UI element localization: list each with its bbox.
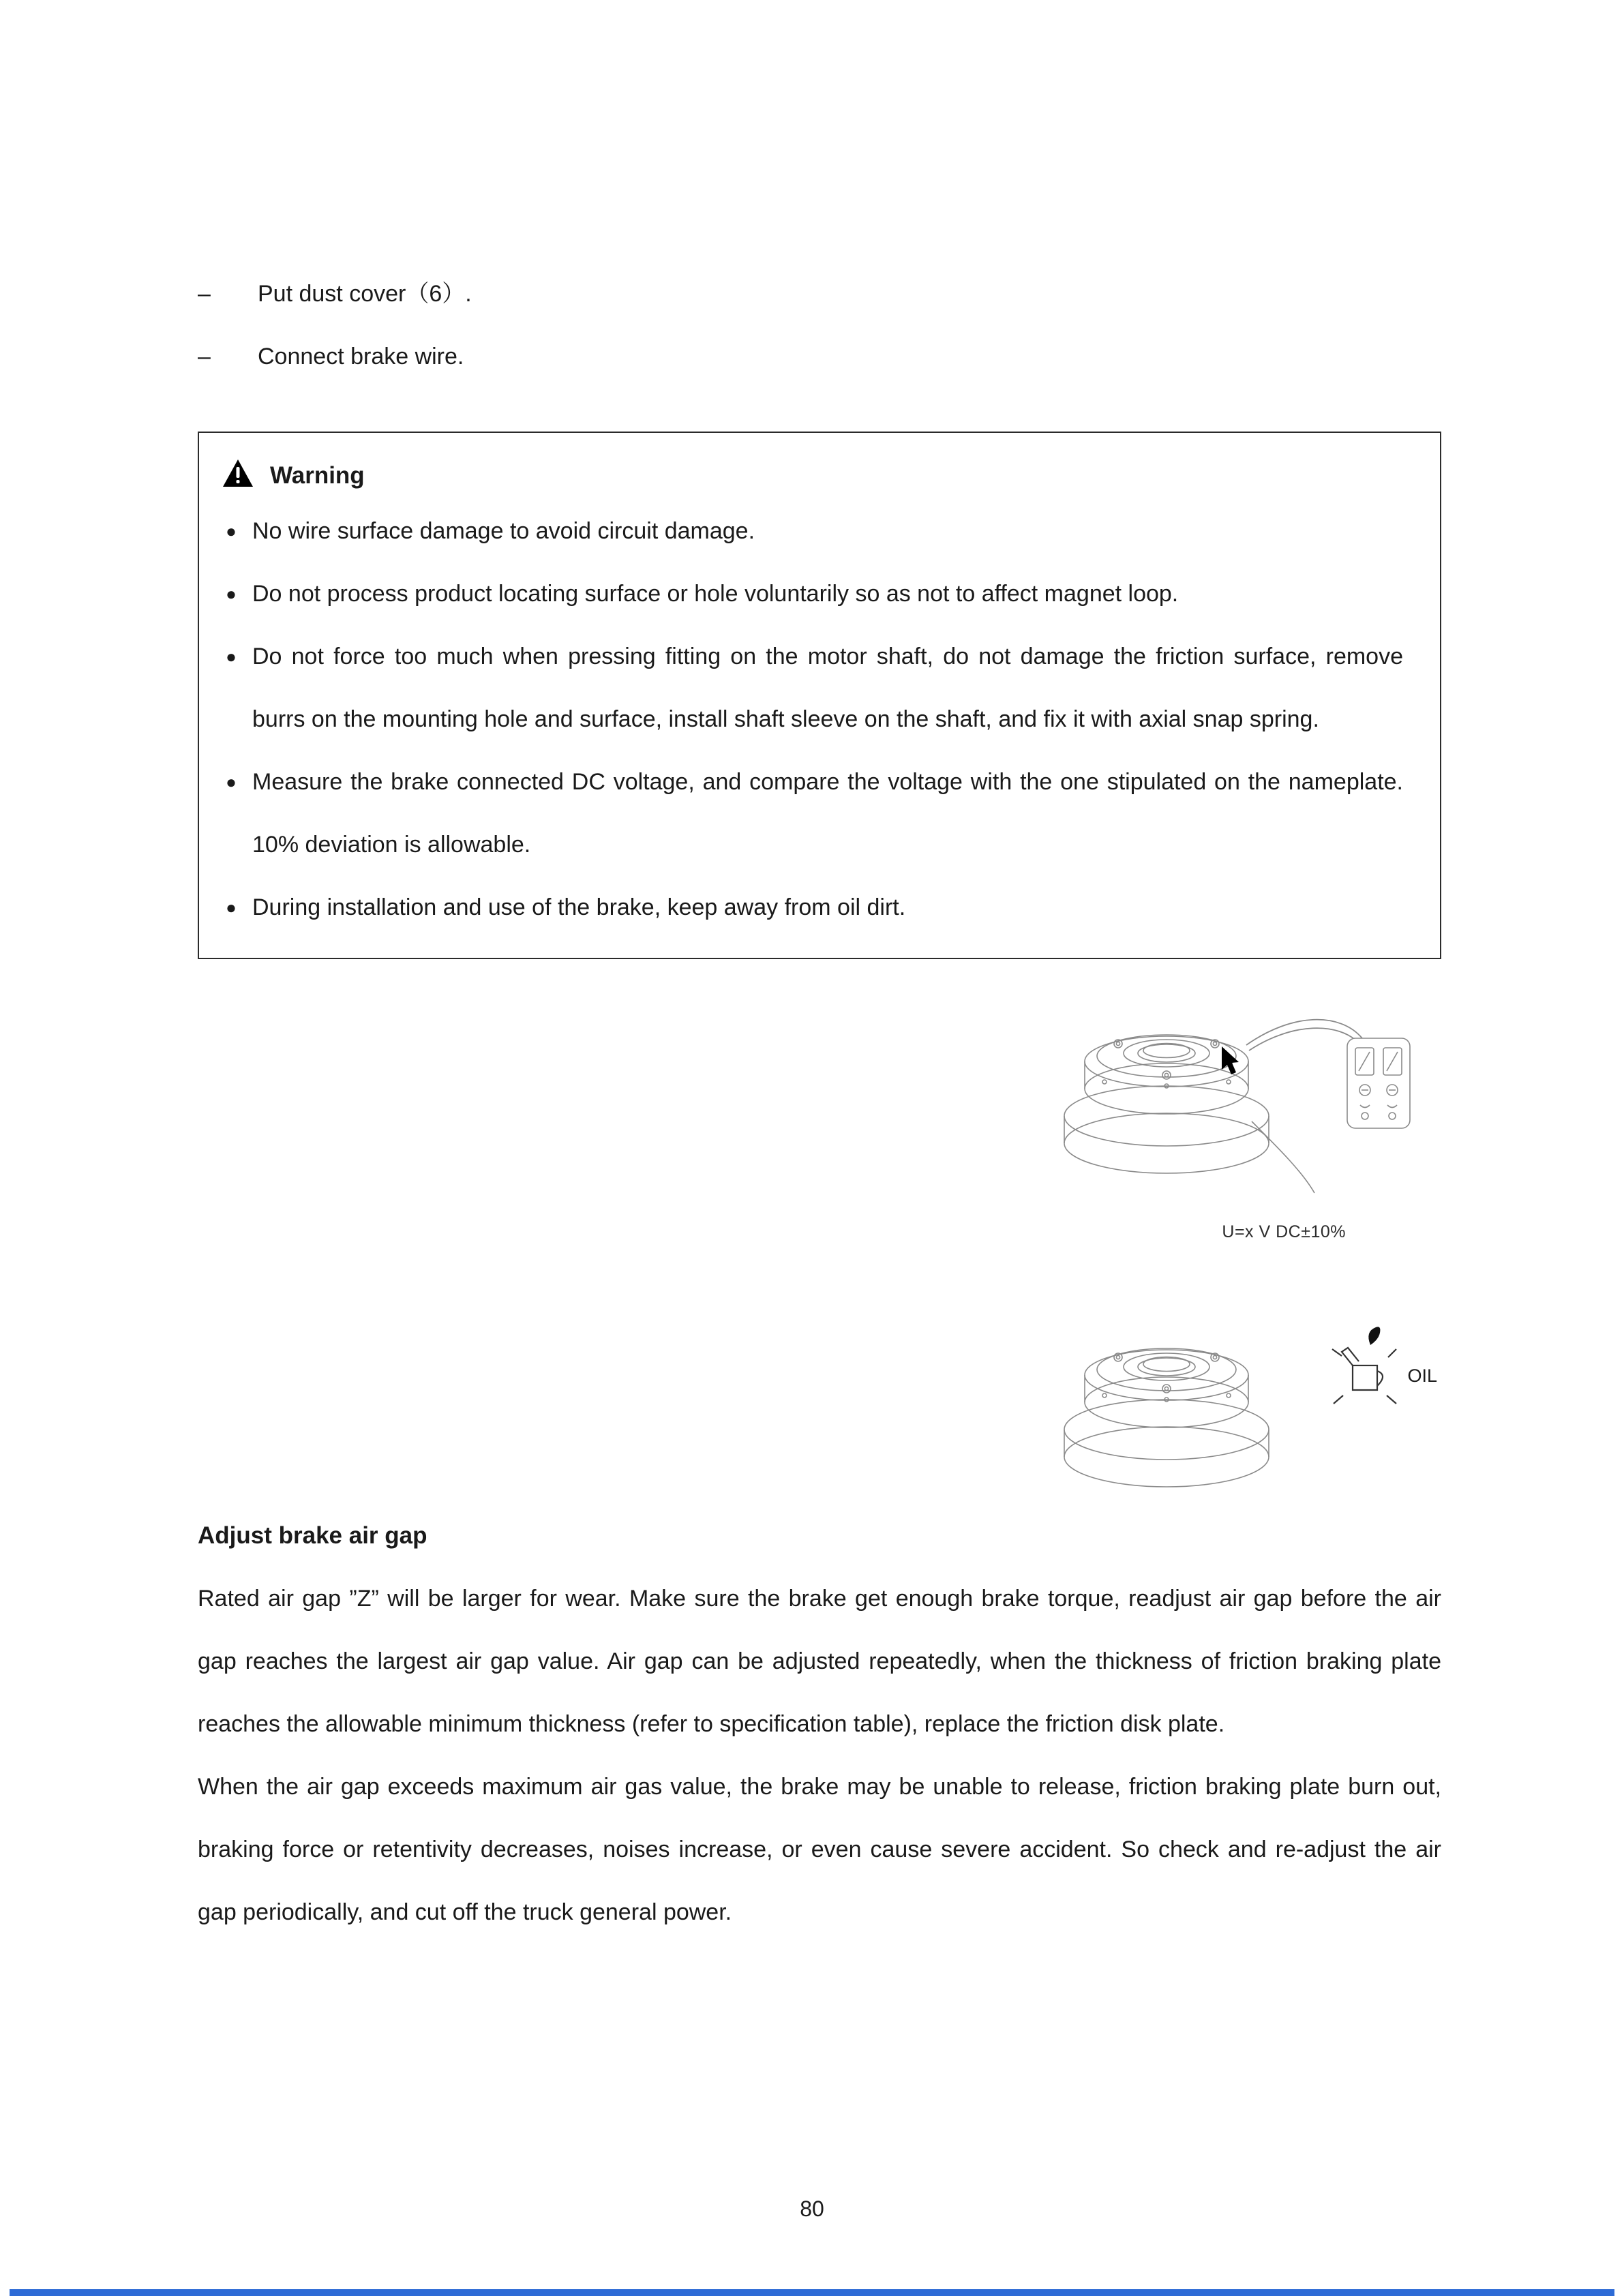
- warning-item-text: Do not process product locating surface or hole voluntarily so as not to affect magnet loop.: [252, 581, 1179, 607]
- warning-item-text: During installation and use of the brake, keep away from oil dirt.: [252, 894, 906, 920]
- bullet-icon: ●: [226, 646, 237, 667]
- list-item: [198, 325, 1441, 388]
- brake-oil-figure: [1047, 1285, 1429, 1510]
- brake-assembly-drawing-2: [1047, 1285, 1429, 1510]
- paragraph: When the air gap exceeds maximum air gas value, the brake may be unable to release, friction braking plate burn out, braking force or retentivity decreases, noises increase, or even cause severe accident. So check and re-adjust the air gap periodically, and cut off the truck general power.: [198, 1774, 1441, 1925]
- warning-box: [198, 432, 1441, 959]
- power-supply-box-drawing: [1347, 1038, 1410, 1128]
- dash-bullet: –: [198, 344, 211, 369]
- bullet-icon: ●: [226, 897, 237, 918]
- oil-can-icon: [1332, 1348, 1396, 1404]
- scan-edge-bar: [10, 2289, 1614, 2296]
- warning-item-text: No wire surface damage to avoid circuit damage.: [252, 518, 755, 544]
- bullet-icon: ●: [226, 772, 237, 792]
- warning-item: [210, 500, 1407, 562]
- warning-item: [210, 562, 1407, 625]
- warning-header: [210, 452, 1407, 500]
- cursor-arrow-icon: [1222, 1046, 1239, 1074]
- list-item-text: Connect brake wire.: [258, 344, 464, 369]
- bullet-icon: ●: [226, 584, 237, 604]
- warning-item-text: Measure the brake connected DC voltage, and compare the voltage with the one stipulated on the nameplate. 10% deviation is allowable.: [252, 769, 1403, 858]
- section-heading: Adjust brake air gap: [198, 1522, 427, 1549]
- voltage-caption: U=x V DC±10%: [1222, 1222, 1346, 1241]
- brake-voltage-figure: [1047, 965, 1429, 1210]
- warning-item: [210, 751, 1407, 876]
- list-item: [198, 262, 1441, 325]
- paragraph: Rated air gap ”Z” will be larger for wear. Make sure the brake get enough brake torque, readjust air gap before the air gap reaches the largest air gap value. Air gap can be adjusted repeatedly, when the thickness of friction braking plate reaches the allowable minimum thickness (refer to specification table), replace the friction disk plate.: [198, 1586, 1441, 1737]
- warning-item: [210, 876, 1407, 939]
- list-item-text: Put dust cover（6）.: [258, 281, 472, 307]
- bullet-icon: ●: [226, 521, 237, 541]
- figures-area: [198, 959, 1441, 1505]
- warning-triangle-icon: [222, 459, 254, 494]
- oil-label: OIL: [1407, 1365, 1437, 1386]
- warning-title: Warning: [270, 462, 365, 489]
- oil-brush-icon: [1368, 1327, 1380, 1345]
- page-number: 80: [800, 2196, 824, 2221]
- warning-item-text: Do not force too much when pressing fitting on the motor shaft, do not damage the friction surface, remove burrs on the mounting hole and surface, install shaft sleeve on the shaft, and fix it with axial snap spring.: [252, 644, 1403, 732]
- warning-item: [210, 625, 1407, 751]
- brake-assembly-drawing: [1047, 965, 1429, 1210]
- dash-bullet: –: [198, 281, 211, 307]
